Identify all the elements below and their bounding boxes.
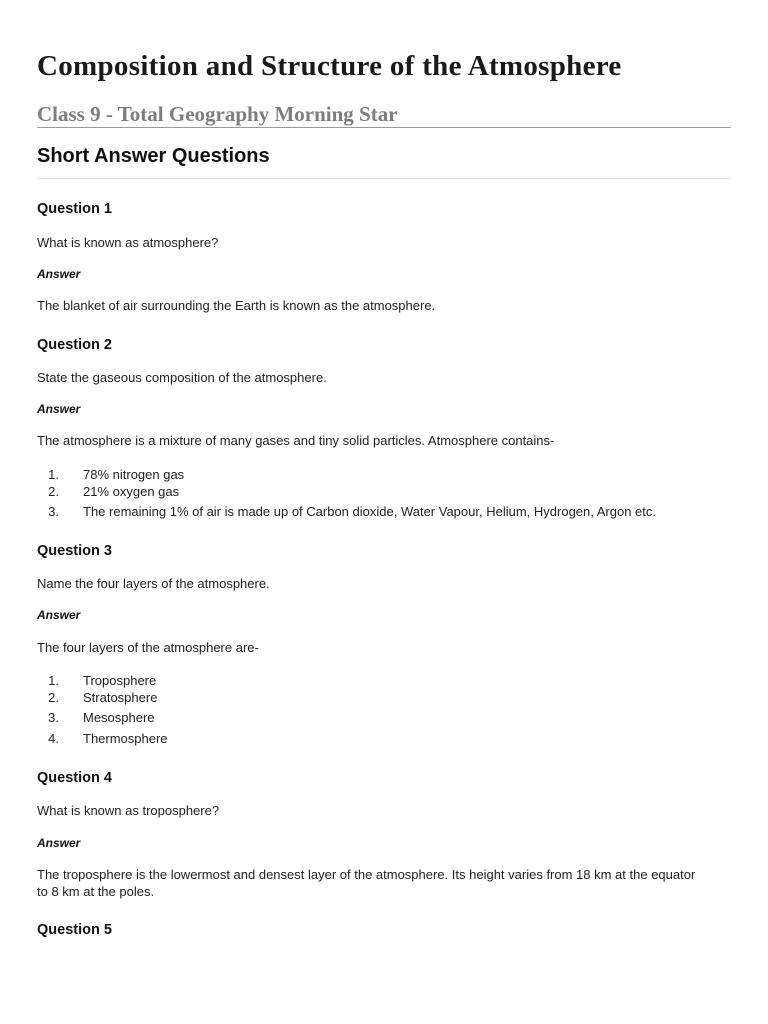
section-divider xyxy=(37,178,731,179)
question-text: Name the four layers of the atmosphere. xyxy=(37,576,270,591)
question-text: What is known as atmosphere? xyxy=(37,235,219,250)
answer-label: Answer xyxy=(37,836,81,850)
question-heading: Question 3 xyxy=(37,543,112,559)
answer-label: Answer xyxy=(37,402,81,416)
answer-text: The atmosphere is a mixture of many gases and tiny solid particles. Atmosphere contains- xyxy=(37,433,555,448)
answer-text: The four layers of the atmosphere are- xyxy=(37,640,259,655)
document-subtitle: Class 9 - Total Geography Morning Star xyxy=(37,102,398,126)
question-heading: Question 1 xyxy=(37,201,112,217)
question-text: State the gaseous composition of the atmosphere. xyxy=(37,370,327,385)
question-heading: Question 5 xyxy=(37,922,112,938)
question-text: What is known as troposphere? xyxy=(37,803,220,818)
question-heading: Question 4 xyxy=(37,770,112,786)
document-title: Composition and Structure of the Atmosphere xyxy=(37,50,622,82)
question-heading: Question 2 xyxy=(37,337,112,353)
answer-text: The blanket of air surrounding the Earth is known as the atmosphere. xyxy=(37,298,436,313)
section-title: Short Answer Questions xyxy=(37,145,270,167)
answer-text: The troposphere is the lowermost and densest layer of the atmosphere. Its height varies from 18 km at the equator to 8 km at the poles. xyxy=(37,867,696,899)
title-divider xyxy=(37,127,731,128)
answer-label: Answer xyxy=(37,267,81,281)
answer-label: Answer xyxy=(37,608,81,622)
